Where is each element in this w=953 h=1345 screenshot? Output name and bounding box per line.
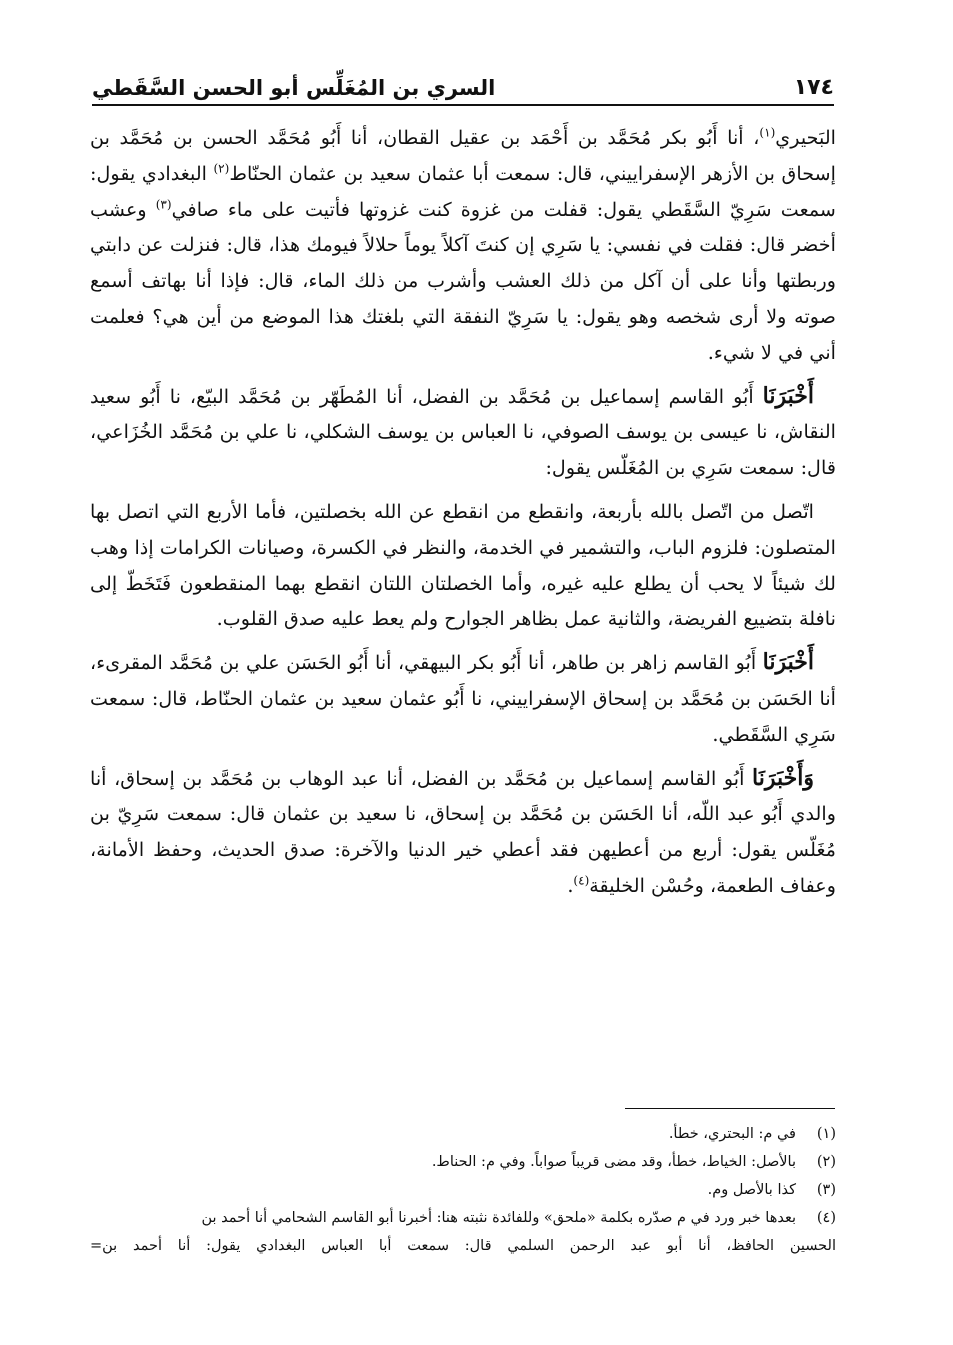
text-run: وعشب أخضر قال: فقلت في نفسي: يا سَرِي إن كنتَ آكلاً يوماً حلالاً فيومك هذا، قال: فنزلت عن دابتي وربطتها وأنا على أن آكل من ذلك العشب وأشرب من ذلك الماء، قال: فإذا أنا بهاتف أسمع صوته ولا أرى شخصه وهو يقول: يا سَرِيّ النفقة التي بلغتك هذا الموضع من أين هي؟ فعلمت أني في لا شيء. — [90, 197, 836, 364]
footnote-4 — [90, 1204, 836, 1232]
footnote-number: (٣) — [816, 1182, 836, 1198]
footnote-number: (٤) — [816, 1210, 836, 1226]
isnad-lead: وَأَخْبَرَنَا — [752, 764, 814, 791]
text-run: أَبُو القاسم زاهر بن طاهر، أنا أَبُو بكر البيهقي، أنا أَبُو الحَسَن علي بن مُحَمَّد المقرىء، أنا الحَسَن بن مُحَمَّد بن إسحاق الإسفراييني، نا أَبُو عثمان سعيد بن عثمان الحنّاط، قال: سمعت سَرِي السَّقَطي. — [90, 651, 836, 746]
main-text — [90, 120, 836, 912]
footnote-ref-1: (١) — [759, 125, 776, 140]
page-number: ١٧٤ — [793, 75, 834, 100]
text-run: اتّصل من اتّصل بالله بأربعة، وانقطع من انقطع عن الله بخصلتين، فأما الأربع التي اتصل بها المتصلون: فلزوم الباب، والتشمير في الخدمة، والنظر في الكسرة، وصيانات الكرامات إذا وهب لك شيئاً لا يحب أن يطلع عليه غيره، وأما الخصلتان اللتان انقطع بهما المنقطعون فَتَخَطّ إلى نافلة بتضييع الفريضة، والثانية عمل بظاهر الجوارح ولم يعط عليه صدق القلوب. — [90, 499, 836, 631]
text-run: البَحيري — [775, 126, 836, 149]
paragraph-5 — [90, 761, 836, 904]
text-run: أَبُو القاسم إسماعيل بن مُحَمَّد بن الفضل، أنا عبد الوهاب بن مُحَمَّد بن إسحاق، أنا والدي أَبُو عبد اللّه، أنا الحَسَن بن مُحَمَّد بن إسحاق، نا سعيد بن عثمان قال: سمعت سَرِيّ بن مُغَلّس يقول: أربع من أعطيهن فقد أعطي خير الدنيا والآخرة: صدق الحديث، وحفظ الأمانة، وعفاف الطعمة، وحُسْن الخليقة — [90, 766, 836, 897]
paragraph-3 — [90, 494, 836, 637]
footnote-1 — [90, 1120, 836, 1148]
footnote-number: (١) — [816, 1126, 836, 1142]
footnote-number: (٢) — [816, 1154, 836, 1170]
footnote-ref-4: (٤) — [573, 873, 590, 888]
footnote-text: بالأصل: الخياط، خطأ، وقد مضى قريباً صواباً. وفي م: الحناط. — [431, 1154, 796, 1170]
paragraph-1 — [90, 120, 836, 371]
footnotes — [90, 1120, 836, 1260]
footnote-text: في م: البحتري، خطأ. — [668, 1126, 796, 1142]
text-run: أَبُو القاسم إسماعيل بن مُحَمَّد بن الفضل، أنا المُطَهّر بن مُحَمَّد البيّع، نا أَبُو سعيد النقاش، نا عيسى بن يوسف الصوفي، نا العباس بن يوسف الشكلي، نا علي بن مُحَمَّد الخُزَاعي، قال: سمعت سَرِي بن المُغَلّس يقول: — [90, 384, 836, 480]
running-title: السري بن المُغَلِّس أبو الحسن السَّقَطي — [92, 76, 496, 100]
footnote-ref-3: (٣) — [155, 197, 172, 212]
paragraph-2 — [90, 379, 836, 486]
footnote-text: بعدها خبر ورد في م صدّره بكلمة «ملحق» وللفائدة نثبته هنا: أخبرنا أبو القاسم الشحامي أنا أحمد بن — [201, 1210, 796, 1226]
text-run: . — [567, 873, 574, 897]
isnad-lead: أَخْبَرَنَا — [762, 649, 814, 676]
text-run: ، أنا أَبُو بكر مُحَمَّد بن أَحْمَد بن عقيل القطان، أنا أَبُو مُحَمَّد الحسن بن مُحَمَّد بن إسحاق بن الأزهر الإسفراييني، قال: سمعت أبا عثمان سعيد بن عثمان الحنّاط — [90, 126, 836, 185]
footnote-4-continuation: الحسين الحافظ، أنا أبو عبد الرحمن السلمي قال: سمعت أبا العباس البغدادي يقول: أنا أحمد بن= — [90, 1238, 836, 1254]
footnote-ref-2: (٢) — [213, 161, 230, 176]
running-header — [92, 60, 834, 106]
footnote-divider — [625, 1108, 835, 1109]
paragraph-4 — [90, 645, 836, 752]
footnote-text: كذا بالأصل وم. — [707, 1182, 796, 1198]
footnote-2 — [90, 1148, 836, 1176]
footnote-3 — [90, 1176, 836, 1204]
text-run: البغدادي يقول: سمعت سَرِيّ السَّقَطي يقول: قفلت من غزوة كنت غزوتها فأتيت على ماء صافي — [90, 161, 837, 221]
isnad-lead: أَخْبَرَنَا — [762, 382, 814, 409]
